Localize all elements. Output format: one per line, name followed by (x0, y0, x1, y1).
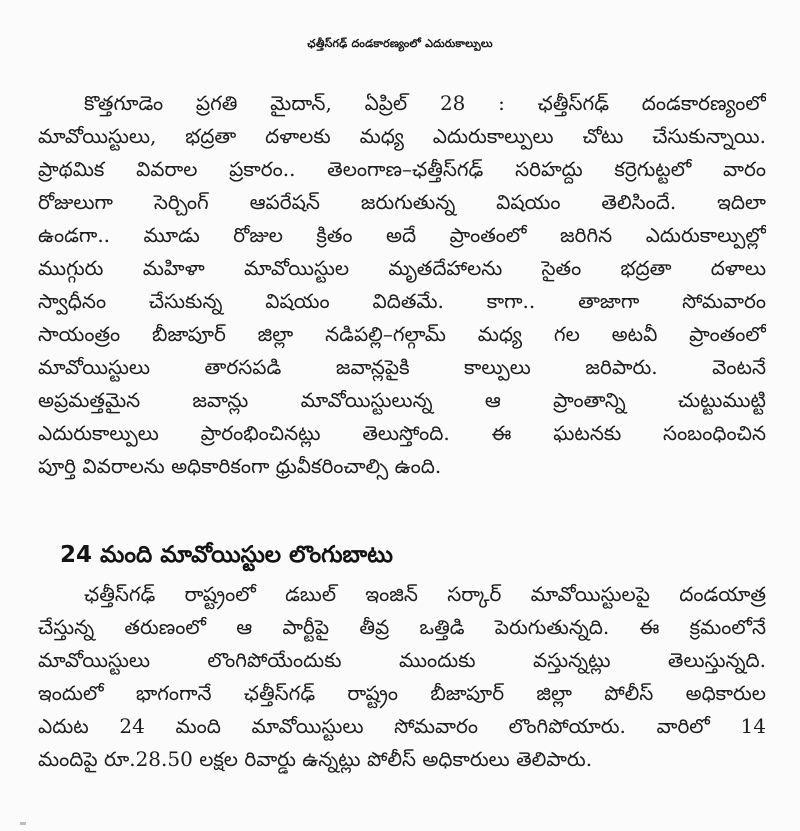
paragraph-line: ఉండగా.. మూడు రోజుల క్రితం అదే ప్రాంతంలో జరిగిన ఎదురుకాల్పుల్లో (38, 223, 766, 247)
paragraph-line: కొత్తగూడెం ప్రగతి మైదాన్‌, ఏప్రిల్‌ 28 : ఛత్తీస్‌గఢ్‌ దండకారణ్యంలో (84, 91, 766, 115)
paragraph-line: మావోయిస్టులు లొంగిపోయేందుకు ముందుకు వస్తున్నట్లు తెలుస్తున్నది. (38, 648, 766, 672)
paragraph-line: అప్రమత్తమైన జవాన్లు మావోయిస్టులున్న ఆ ప్రాంతాన్ని చుట్టుముట్టి (38, 388, 766, 412)
article-headline: ఛత్తీస్‌గఢ్‌ దండకారణ్యంలో ఎదురుకాల్పులు (307, 37, 493, 50)
paragraph-line: చేస్తున్న తరుణంలో ఆ పార్టీపై తీవ్ర ఒత్తిడి పెరుగుతున్నది. ఈ క్రమంలోనే (38, 615, 766, 639)
paragraph-line: స్వాధీనం చేసుకున్న విషయం విదితమే. కాగా.. తాజాగా సోమవారం (38, 289, 766, 313)
article-paragraph-1 (38, 87, 766, 483)
paragraph-line: ఎదురుకాల్పులు ప్రారంభించినట్లు తెలుస్తోంది. ఈ ఘటనకు సంబంధించిన (38, 421, 766, 445)
article-paragraph-2 (38, 578, 766, 776)
paragraph-line: మందిపై రూ.28.50 లక్షల రివార్డు ఉన్నట్లు పోలీస్‌ అధికారులు తెలిపారు. (38, 747, 593, 771)
paragraph-line: ముగ్గురు మహిళా మావోయిస్టుల మృతదేహాలను సైతం భద్రతా దళాలు (38, 256, 766, 280)
paragraph-line: మావోయిస్టులు తారసపడి జవాన్లపైకి కాల్పులు జరిపారు. వెంటనే (38, 355, 766, 379)
paragraph-line: ఛత్తీస్‌గఢ్‌ రాష్ట్రంలో డబుల్‌ ఇంజిన్‌ సర్కార్‌ మావోయిస్టులపై దండయాత్ర (84, 582, 766, 606)
paragraph-line: ఎదుట 24 మంది మావోయిస్టులు సోమవారం లొంగిపోయారు. వారిలో 14 (38, 714, 766, 738)
cropped-previous-text (0, 0, 800, 12)
paragraph-line: పూర్తి వివరాలను అధికారికంగా ధ్రువీకరించాల్సి ఉంది. (38, 454, 442, 478)
paragraph-line: సాయంత్రం బీజాపూర్‌ జిల్లా నడిపల్లి–గల్గామ్‌ మధ్య గల అటవీ ప్రాంతంలో (38, 322, 766, 346)
paragraph-line: రోజులుగా సెర్చింగ్‌ ఆపరేషన్‌ జరుగుతున్న విషయం తెలిసిందే. ఇదిలా (38, 190, 766, 214)
scan-artifact (20, 822, 26, 825)
article-subheading: 24 మంది మావోయిస్టుల లొంగుబాటు (60, 542, 393, 568)
paragraph-line: ఇందులో భాగంగానే ఛత్తీస్‌గఢ్‌ రాష్ట్రం బీజాపూర్‌ జిల్లా పోలీస్‌ అధికారుల (38, 681, 766, 705)
paragraph-line: మావోయిస్టులు, భద్రతా దళాలకు మధ్య ఎదురుకాల్పులు చోటు చేసుకున్నాయి. (38, 124, 766, 148)
paragraph-line: ప్రాథమిక వివరాల ప్రకారం.. తెలంగాణ–ఛత్తీస్‌గఢ్‌ సరిహద్దు కర్రెగుట్టలో వారం (38, 157, 766, 181)
